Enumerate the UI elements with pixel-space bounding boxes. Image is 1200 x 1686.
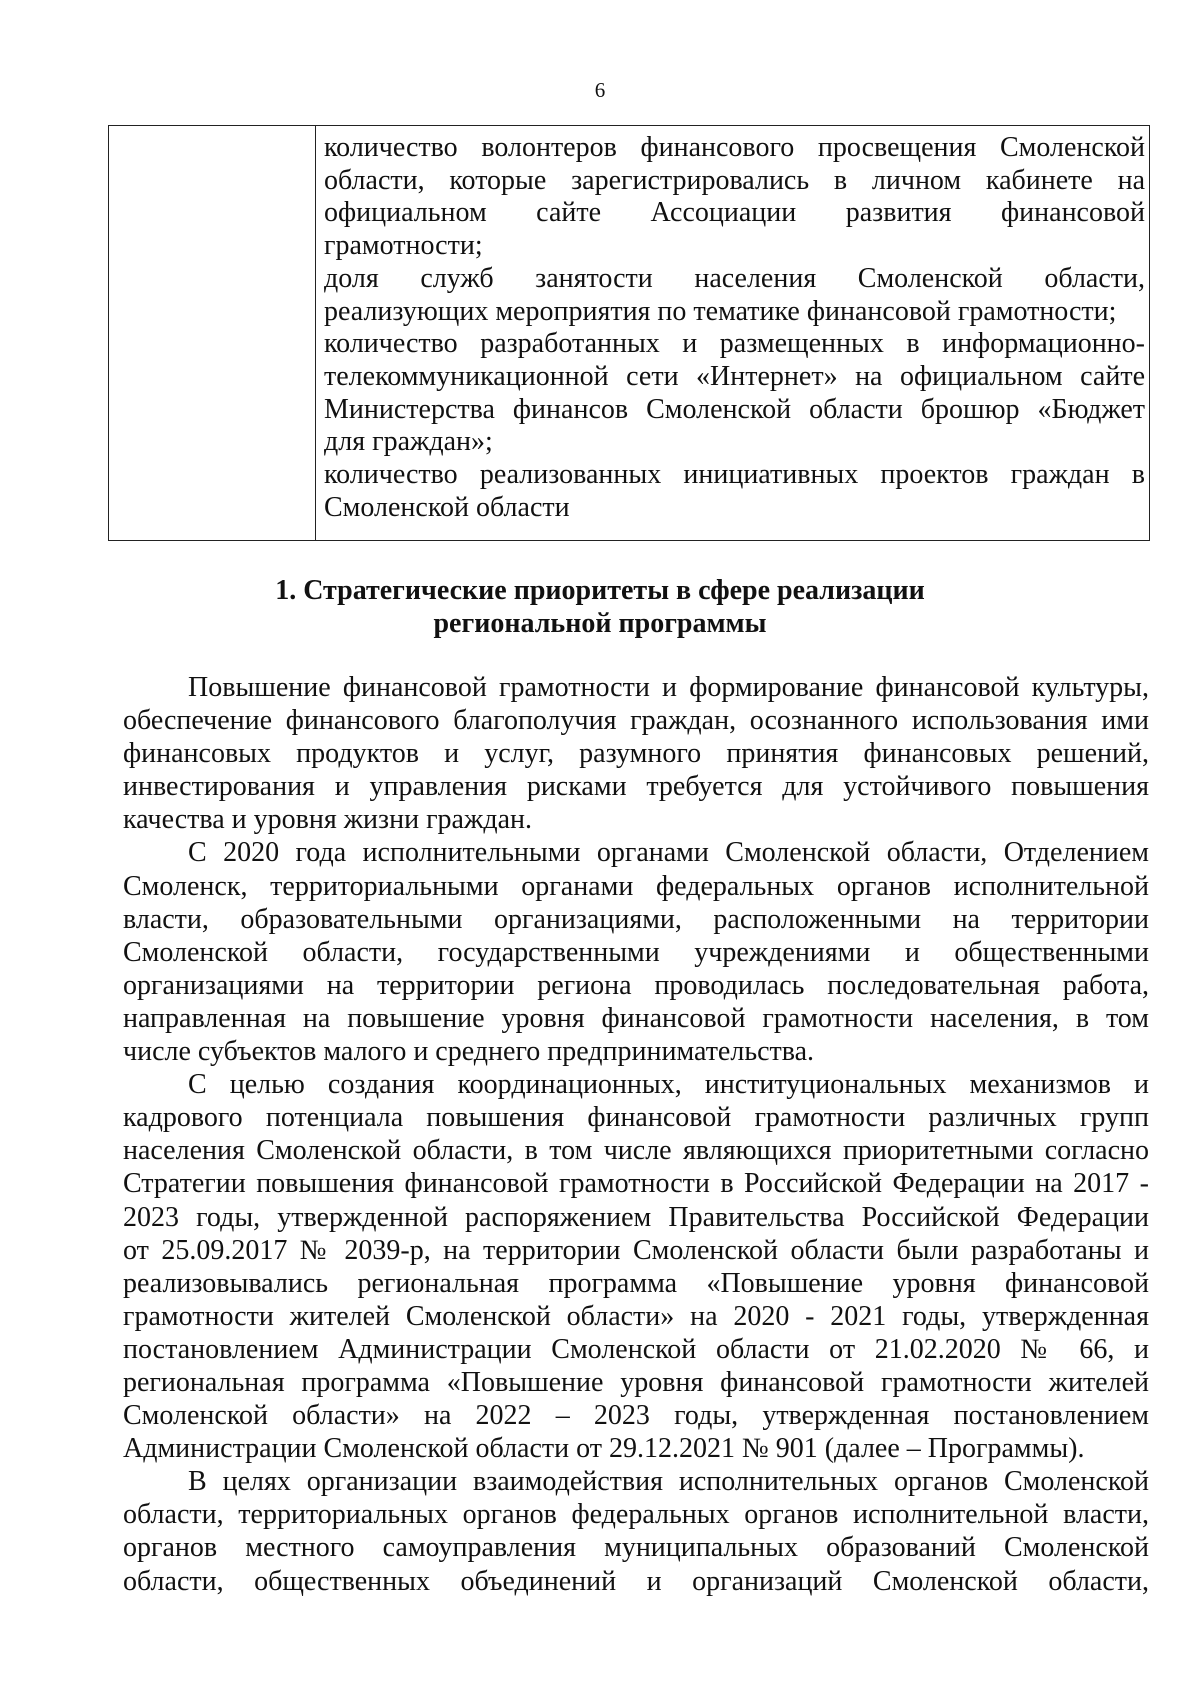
- table-left-cell: [109, 126, 316, 541]
- paragraph-line: области, территориальных органов федеральных органов исполнительной власти,: [123, 1499, 1149, 1531]
- paragraph-line: постановлением Администрации Смоленской области от 21.02.2020 № 66, и: [123, 1333, 1149, 1365]
- paragraph-line: С целью создания координационных, институциональных механизмов и: [188, 1069, 1149, 1101]
- table-text-line: телекоммуникационной сети «Интернет» на официальном сайте: [324, 360, 1145, 392]
- paragraph-line: обеспечение финансового благополучия граждан, осознанного использования ими: [123, 705, 1149, 737]
- table-text-line: официальном сайте Ассоциации развития финансовой: [324, 197, 1145, 229]
- paragraph-line: Смоленской области, государственными учреждениями и общественными: [123, 936, 1149, 968]
- table-text-line: количество реализованных инициативных проектов граждан в: [324, 459, 1145, 491]
- section-heading-line: 1. Стратегические приоритеты в сфере реализации: [275, 575, 925, 606]
- table-text-line: реализующих мероприятия по тематике финансовой грамотности;: [324, 295, 1117, 327]
- paragraph-line: кадрового потенциала повышения финансовой грамотности различных групп: [123, 1102, 1149, 1134]
- paragraph-line: населения Смоленской области, в том числе являющихся приоритетными согласно: [123, 1135, 1149, 1167]
- paragraph-line: инвестирования и управления рисками требуется для устойчивого повышения: [123, 771, 1149, 803]
- body-text: [123, 671, 1149, 1598]
- paragraph-line: власти, образовательными организациями, расположенными на территории: [123, 903, 1149, 935]
- table-right-cell: [316, 126, 1150, 541]
- paragraph-line: Администрации Смоленской области от 29.12.2021 № 901 (далее – Программы).: [123, 1433, 1085, 1465]
- table-text-line: грамотности;: [324, 230, 483, 262]
- paragraph-line: финансовых продуктов и услуг, разумного принятия финансовых решений,: [123, 738, 1149, 770]
- paragraph-line: качества и уровня жизни граждан.: [123, 804, 532, 836]
- section-heading: [0, 574, 1200, 640]
- paragraph-line: Смоленск, территориальными органами федеральных органов исполнительной: [123, 870, 1149, 902]
- table-text-line: количество волонтеров финансового просвещения Смоленской: [324, 132, 1145, 163]
- table-text-line: доля служб занятости населения Смоленской области,: [324, 262, 1145, 294]
- paragraph-line: органов местного самоуправления муниципальных образований Смоленской: [123, 1532, 1149, 1564]
- indicators-table: [108, 125, 1150, 541]
- paragraph-line: от 25.09.2017 № 2039-р, на территории Смоленской области были разработаны и: [123, 1234, 1149, 1266]
- paragraph-line: С 2020 года исполнительными органами Смоленской области, Отделением: [188, 837, 1149, 869]
- paragraph-line: 2023 годы, утвержденной распоряжением Правительства Российской Федерации: [123, 1201, 1149, 1233]
- table-text-line: области, которые зарегистрировались в личном кабинете на: [324, 164, 1145, 196]
- table-text-line: Смоленской области: [324, 491, 570, 523]
- paragraph-line: В целях организации взаимодействия исполнительных органов Смоленской: [188, 1466, 1149, 1498]
- paragraph-line: направленная на повышение уровня финансовой грамотности населения, в том: [123, 1002, 1149, 1034]
- table-text-line: для граждан»;: [324, 426, 493, 458]
- paragraph-line: Смоленской области» на 2022 – 2023 годы, утвержденная постановлением: [123, 1400, 1149, 1432]
- paragraph-line: Стратегии повышения финансовой грамотности в Российской Федерации на 2017 -: [123, 1168, 1149, 1200]
- section-heading-line: региональной программы: [433, 608, 767, 639]
- paragraph-line: числе субъектов малого и среднего предпринимательства.: [123, 1036, 815, 1068]
- table-text-line: количество разработанных и размещенных в информационно-: [324, 328, 1145, 360]
- table-row: [109, 126, 1150, 541]
- paragraph-line: реализовывались региональная программа «Повышение уровня финансовой: [123, 1267, 1149, 1299]
- table-text-line: Министерства финансов Смоленской области брошюр «Бюджет: [324, 393, 1145, 425]
- page-number: 6: [594, 78, 606, 102]
- paragraph-line: области, общественных объединений и организаций Смоленской области,: [123, 1565, 1149, 1597]
- paragraph-line: региональная программа «Повышение уровня финансовой грамотности жителей: [123, 1366, 1149, 1398]
- paragraph-line: грамотности жителей Смоленской области» на 2020 - 2021 годы, утвержденная: [123, 1300, 1149, 1332]
- paragraph-line: Повышение финансовой грамотности и формирование финансовой культуры,: [188, 672, 1149, 703]
- paragraph-line: организациями на территории региона проводилась последовательная работа,: [123, 969, 1149, 1001]
